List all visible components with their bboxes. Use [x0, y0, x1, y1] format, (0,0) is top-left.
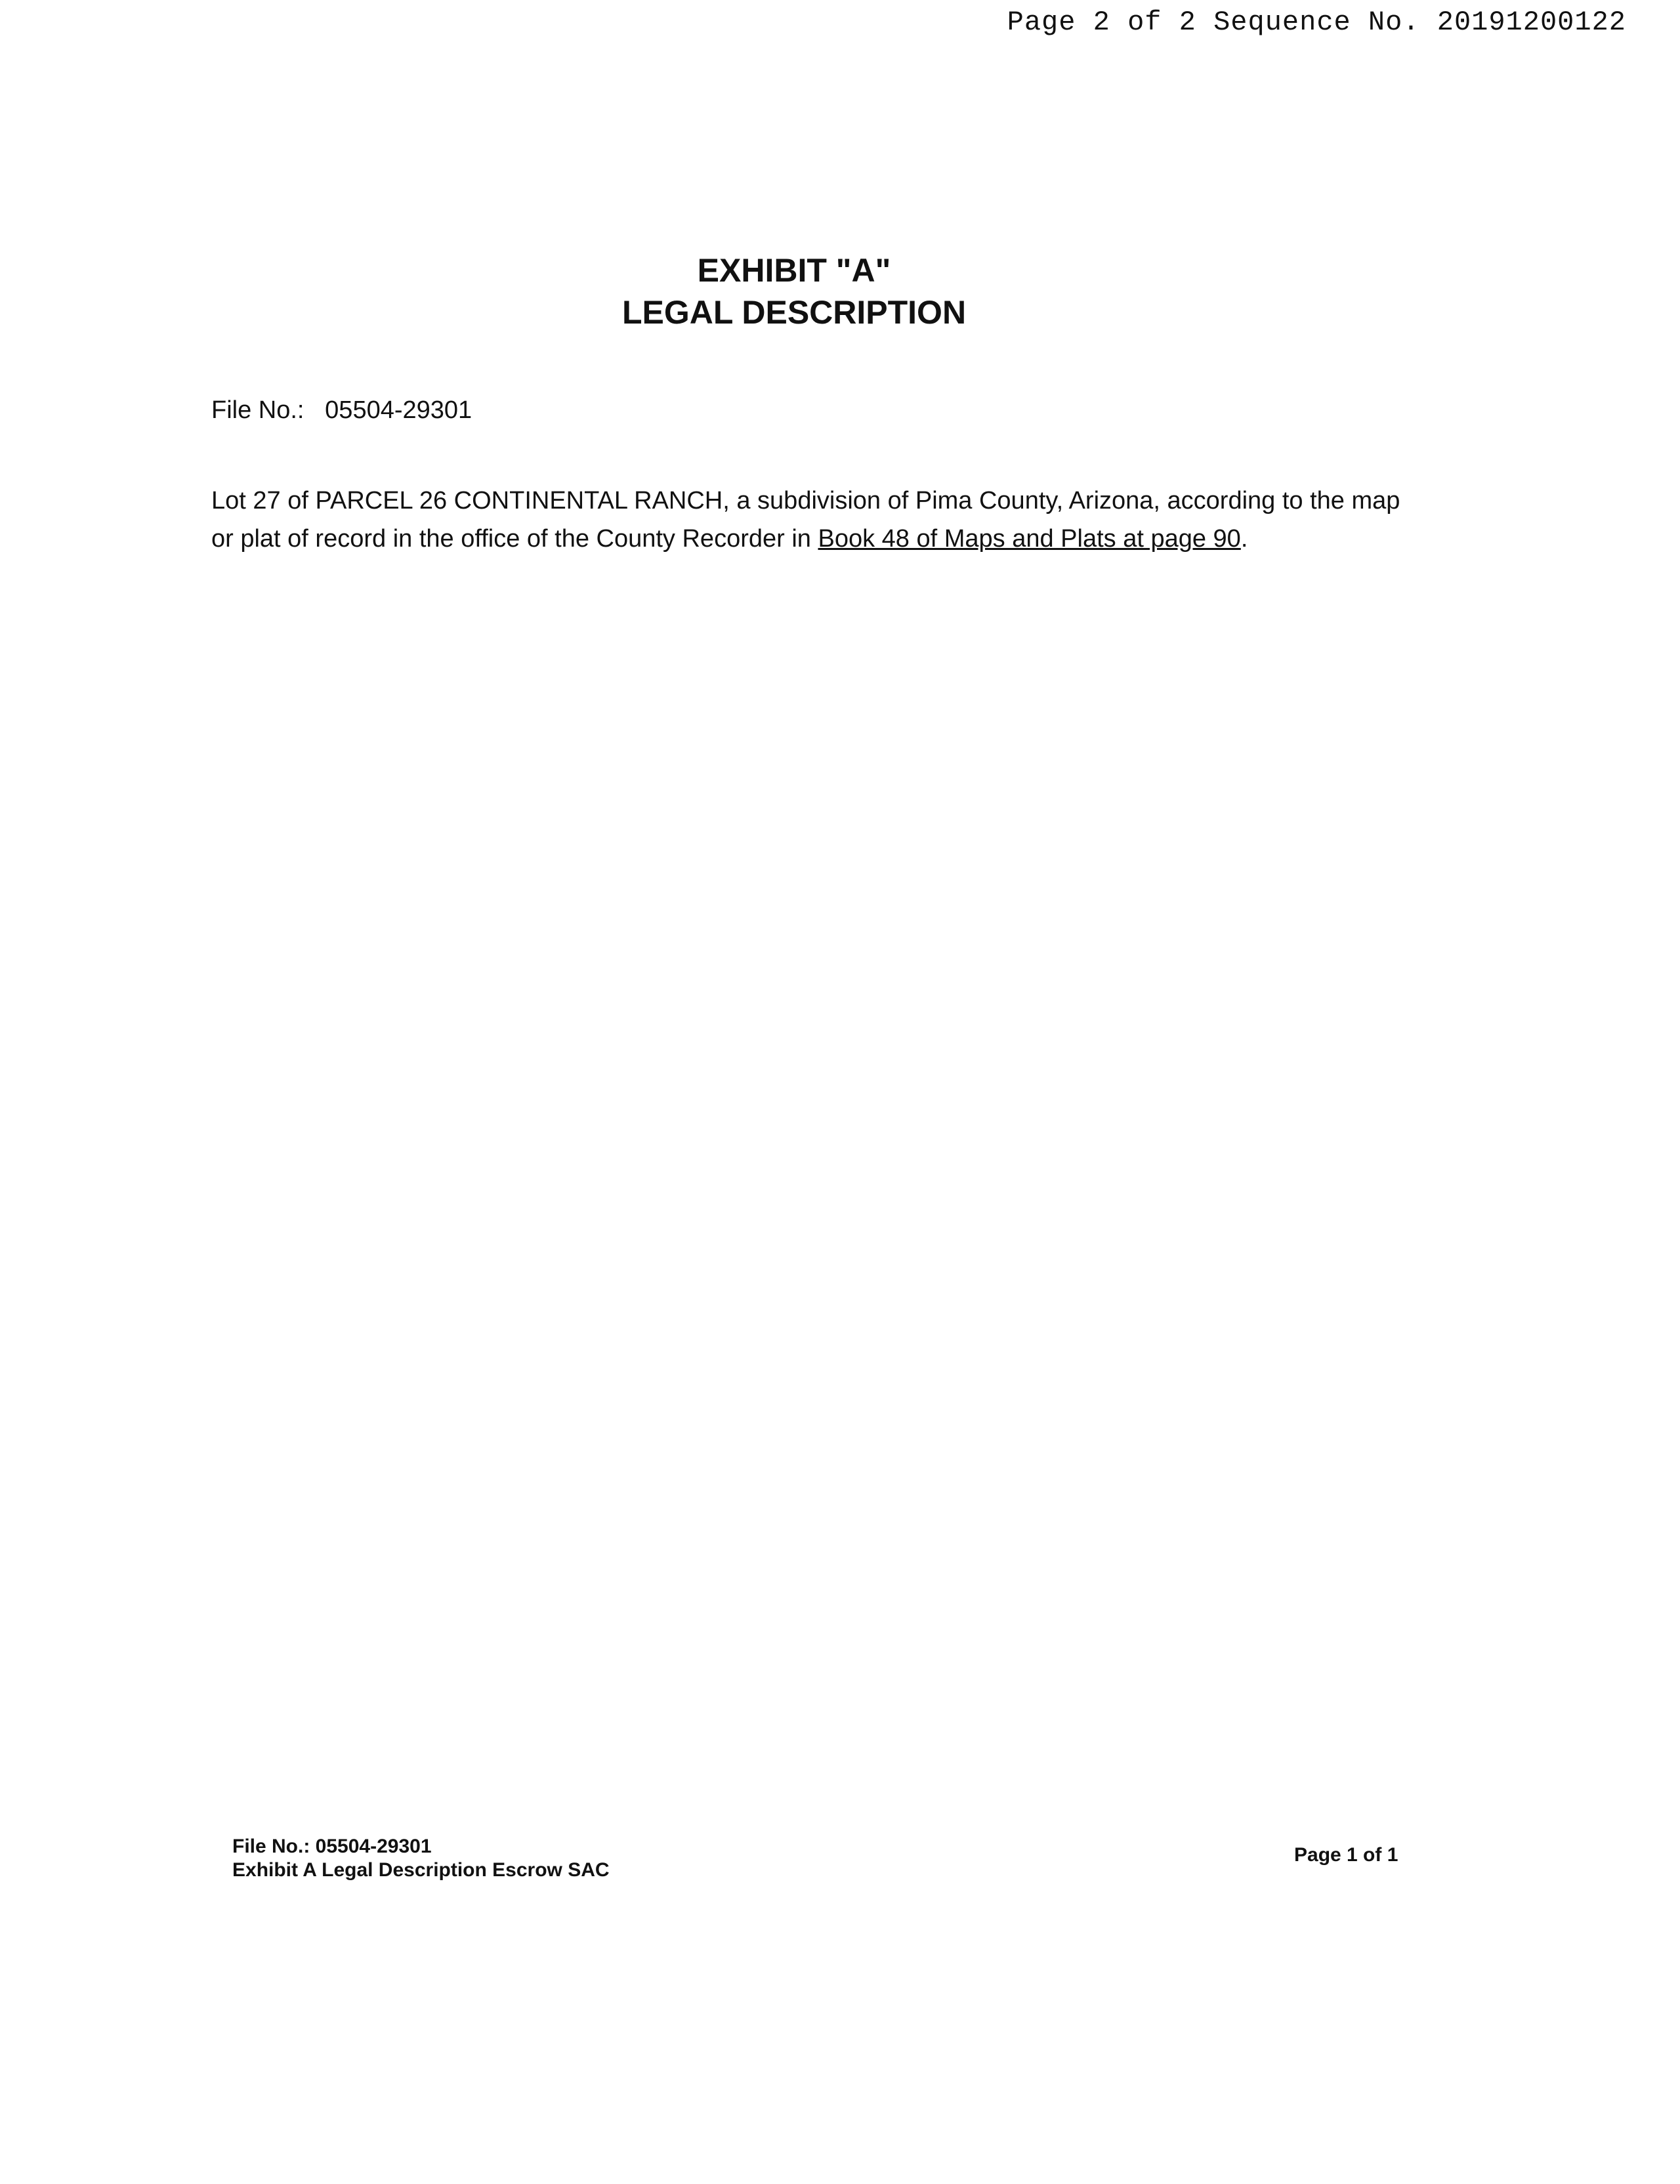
- plat-reference: Book 48 of Maps and Plats at page 90: [818, 525, 1241, 553]
- legal-description-paragraph: [211, 482, 1406, 558]
- legal-description-end: .: [1240, 525, 1248, 553]
- exhibit-title-line2: LEGAL DESCRIPTION: [621, 294, 967, 331]
- footer-page-number: Page 1 of 1: [1294, 1844, 1398, 1866]
- exhibit-title-line1: EXHIBIT "A": [697, 252, 891, 289]
- file-number-label: File No.:: [211, 396, 304, 424]
- exhibit-title: [0, 249, 1588, 333]
- file-number-value: 05504-29301: [325, 396, 472, 424]
- legal-description-text: Lot 27 of PARCEL 26 CONTINENTAL RANCH, a subdivision of Pima County, Arizona, according to the map or plat of record in the office of the County Recorder in: [211, 487, 1400, 553]
- recording-stamp: Page 2 of 2 Sequence No. 20191200122: [1007, 7, 1626, 38]
- footer-description: Exhibit A Legal Description Escrow SAC: [232, 1859, 610, 1881]
- footer-file-number: File No.: 05504-29301: [232, 1836, 432, 1857]
- footer-info: [232, 1835, 610, 1882]
- file-number: [211, 396, 472, 425]
